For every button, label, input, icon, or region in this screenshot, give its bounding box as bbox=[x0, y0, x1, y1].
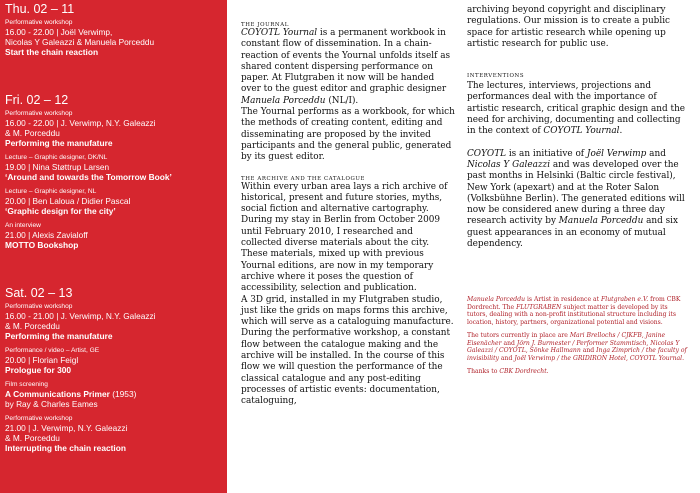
event-entry bbox=[5, 18, 154, 57]
event-entry bbox=[5, 187, 130, 216]
archive-paragraph-2: A 3D grid, installed in my Flutgraben studio, just like the grids on maps forms this archive, which will serve as a cataloguing manufacture. During the performative workshop, a constant flow between the catalogue making and the archive will be installed. In the course of this flow we will question the performance of the classical catalogue and any post-editing processes of artistic events: documentation, cataloguing, bbox=[241, 294, 454, 407]
event-year: (1953) bbox=[109, 389, 137, 399]
text-segment: . bbox=[682, 354, 685, 362]
event-category: Lecture – Graphic designer, DK/NL bbox=[5, 154, 108, 161]
event-time-line: Nicolas Y Galeazzi & Manuela Porceddu bbox=[5, 37, 155, 47]
text-segment: Manuela Porceddu bbox=[467, 296, 526, 304]
journal-paragraph-2: The Yournal performs as a workbook, for which the methods of creating content, editing and disseminating are proposed by the invited participants and the general public, generated by its guest editor. bbox=[241, 107, 455, 163]
day-title: Sat. 02 – 13 bbox=[5, 286, 73, 300]
archive-paragraph-1: Within every urban area lays a rich archive of historical, present and future stories, myths, social fiction and alternative cartography. During my stay in Berlin from October 2009 until February 2010, I researched and collected diverse materials about the city. These materials, mixed up with previous Yournal editions, are now in my temporary archive where it poses the question of accessibility, selection and publication. bbox=[241, 181, 448, 294]
text-segment: Thanks to bbox=[467, 368, 500, 376]
text-segment: Inga Zimprich / the faculty of invisibility bbox=[467, 347, 687, 362]
text-segment: Jörn J. Burmester / Performer Stammtisch, Nicolas Y Galeazzi / COYOTL, Sönke Hallmann bbox=[467, 339, 680, 355]
text-segment: Mari Brellochs / CJKFB, Janine Eisenächer bbox=[467, 332, 666, 347]
event-time-line: 16.00 - 21.00 | J. Verwimp, N.Y. Galeazzi bbox=[5, 311, 156, 321]
event-title: Performing the manufature bbox=[5, 138, 113, 148]
event-entry bbox=[5, 414, 127, 453]
event-time-line: & M. Porceddu bbox=[5, 433, 60, 443]
text-segment: COYOTL Yournal bbox=[241, 28, 318, 38]
event-time-line: & M. Porceddu bbox=[5, 321, 60, 331]
event-time-line: & M. Porceddu bbox=[5, 128, 60, 138]
journal-paragraph-1 bbox=[241, 28, 456, 107]
event-category: Performative workshop bbox=[5, 110, 73, 117]
text-segment: Nicolas Y Galeazzi bbox=[467, 159, 551, 170]
text-segment: subject matter is developed by its tutors, dealing with a non-profit institutional structure including its location, history, partners, organizational potential and visions. bbox=[467, 303, 676, 326]
text-segment: is Artist in residence at bbox=[525, 296, 602, 304]
event-entry bbox=[5, 153, 172, 182]
event-title: Interrupting the chain reaction bbox=[5, 443, 126, 453]
event-time-line: 19.00 | Nina Støttrup Larsen bbox=[5, 162, 110, 172]
text-segment: and bbox=[501, 339, 517, 347]
event-category: Performative workshop bbox=[5, 415, 73, 422]
archive-continuation: archiving beyond copyright and disciplinary regulations. Our mission is to create a public space for artistic research while opening up artistic research for public use. bbox=[467, 5, 670, 49]
text-segment: COYOTL bbox=[467, 148, 507, 159]
event-title: Start the chain reaction bbox=[5, 47, 99, 57]
text-segment: from CBK Dordrecht. The bbox=[467, 296, 681, 311]
event-title: Prologue for 300 bbox=[5, 365, 72, 375]
text-segment: CBK Dordrecht bbox=[499, 368, 547, 376]
text-segment: and bbox=[646, 148, 666, 159]
column-interventions bbox=[467, 5, 689, 376]
text-segment: (NL/I). bbox=[325, 95, 359, 106]
event-category: Film screening bbox=[5, 381, 48, 388]
text-segment: Manuela Porceddu bbox=[558, 216, 644, 227]
text-segment: and bbox=[498, 354, 515, 362]
text-segment: . bbox=[619, 126, 623, 137]
event-time-line: 16.00 - 22.00 | Joël Verwimp, bbox=[5, 27, 113, 37]
column-journal bbox=[241, 22, 456, 408]
event-category: Performative workshop bbox=[5, 303, 73, 310]
interventions-paragraph-2 bbox=[467, 149, 689, 251]
event-time-line: 21.00 | J. Verwimp, N.Y. Galeazzi bbox=[5, 423, 128, 433]
thanks-note bbox=[467, 368, 689, 376]
event-time-line: 21.00 | Alexis Zavialoff bbox=[5, 230, 88, 240]
text-segment: is a permanent workbook in constant flow of dissemination. In a chain-reaction of events the Yournal unfolds itself as shared content dispersing performance on paper. At Flutgraben it now will be handed over to the guest editor and graphic designer bbox=[241, 28, 451, 95]
event-time-line: 20.00 | Ben Laloua / Didier Pascal bbox=[5, 196, 131, 206]
text-segment: is an initiative of bbox=[506, 148, 587, 159]
event-entry bbox=[5, 380, 136, 409]
event-time-line: 16.00 - 22.00 | J. Verwimp, N.Y. Galeazzi bbox=[5, 118, 156, 128]
text-segment: and was developed over the past months in Helsinki (Baltic circle festival), New York (apexart) and at the Roter Salon (Volksbühne Berlin). The generated editions will now be considered anew during a three day research activity by bbox=[467, 159, 685, 227]
event-credit: by Ray & Charles Eames bbox=[5, 399, 98, 409]
text-segment: . bbox=[546, 368, 549, 376]
event-category: Lecture – Graphic designer, NL bbox=[5, 188, 97, 195]
program-sidebar bbox=[0, 0, 227, 493]
text-segment: Manuela Porceddu bbox=[241, 95, 326, 106]
event-title: Performing the manufature bbox=[5, 331, 113, 341]
event-title: ‘Graphic design for the city’ bbox=[5, 206, 116, 216]
text-segment: Joël Verwimp bbox=[586, 148, 647, 159]
text-segment: and six guest appearances in an economy of mutual dependency. bbox=[467, 216, 679, 250]
journal-heading: THE JOURNAL bbox=[241, 22, 289, 28]
day-title: Thu. 02 – 11 bbox=[5, 2, 75, 16]
text-segment: COYOTL Yournal bbox=[543, 126, 620, 137]
event-category: Performance / video – Artist, GE bbox=[5, 347, 100, 354]
event-entry bbox=[5, 302, 156, 341]
interventions-heading: INTERVENTIONS bbox=[467, 73, 525, 80]
interventions-paragraph-1 bbox=[467, 81, 689, 137]
event-title: A Communications Primer (1953) bbox=[5, 389, 137, 399]
text-segment: FLUTGRABEN bbox=[516, 303, 562, 311]
archive-heading: THE ARCHIVE AND THE CATALOGUE bbox=[241, 175, 366, 182]
tutors-note bbox=[467, 332, 689, 362]
text-segment: The lectures, interviews, projections and performances deal with the importance of artistic research, critical graphic design and the need for archiving, documenting and collecting in the context of bbox=[467, 81, 686, 137]
text-segment: Flutgraben e.V. bbox=[601, 296, 649, 304]
event-entry bbox=[5, 346, 99, 375]
residency-note bbox=[467, 296, 689, 326]
event-title: ‘Around and towards the Tomorrow Book’ bbox=[5, 172, 172, 182]
event-entry bbox=[5, 221, 88, 250]
day-title: Fri. 02 – 12 bbox=[5, 93, 69, 107]
event-time-line: 20.00 | Florian Feigl bbox=[5, 355, 79, 365]
event-category: Performative workshop bbox=[5, 19, 73, 26]
text-segment: and bbox=[580, 347, 597, 355]
text-segment: Joël Verwimp / the GRIDIRON Hotel, COYOTL Yournal bbox=[514, 354, 683, 362]
event-category: An interview bbox=[5, 222, 41, 229]
event-title: MOTTO Bookshop bbox=[5, 240, 79, 250]
text-segment: The tutors currently in place are bbox=[467, 332, 570, 340]
event-entry bbox=[5, 109, 156, 148]
